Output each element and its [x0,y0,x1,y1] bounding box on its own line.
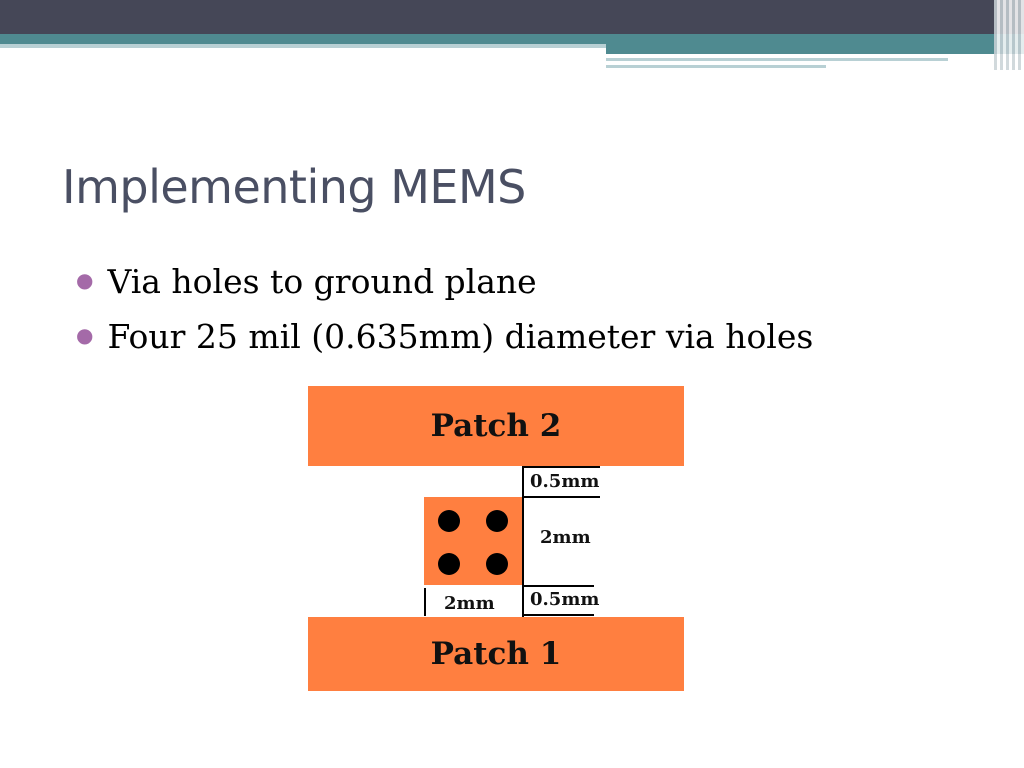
patch-2-label: Patch 2 [430,408,562,444]
header-band-thin [606,58,948,61]
bullet-text: Via holes to ground plane [107,262,537,301]
bullet-dot-icon: ● [76,268,94,292]
via-hole [486,510,508,532]
dim-stub-width: 2mm [444,593,495,614]
patch-1 [308,617,684,691]
via-hole [486,553,508,575]
dim-line [522,466,524,497]
bullet-item [76,317,813,356]
header-band-teal [0,34,1024,44]
via-hole [438,553,460,575]
dim-stub-height: 2mm [540,527,591,548]
dim-line [522,496,600,498]
header-band-thin [606,65,826,68]
bullet-text: Four 25 mil (0.635mm) diameter via holes [107,317,814,356]
patch-2 [308,386,684,466]
dim-gap-bottom: 0.5mm [530,589,600,610]
bullet-dot-icon: ● [76,323,94,347]
dim-line [522,614,594,616]
dim-line [522,497,524,585]
dim-line [522,585,524,617]
header-band-dark [0,0,1024,34]
via-hole [438,510,460,532]
dim-gap-top: 0.5mm [530,471,600,492]
patch-1-label: Patch 1 [430,636,562,672]
bullet-item [76,262,813,301]
stub [424,497,522,585]
header-band-thin [0,44,606,48]
bullet-list [76,262,813,372]
dim-line [424,588,426,616]
dim-line [522,585,594,587]
dim-line [522,466,600,468]
header-stripes [994,0,1024,70]
slide-title: Implementing MEMS [62,160,526,214]
header-band-teal-right [606,44,1024,54]
